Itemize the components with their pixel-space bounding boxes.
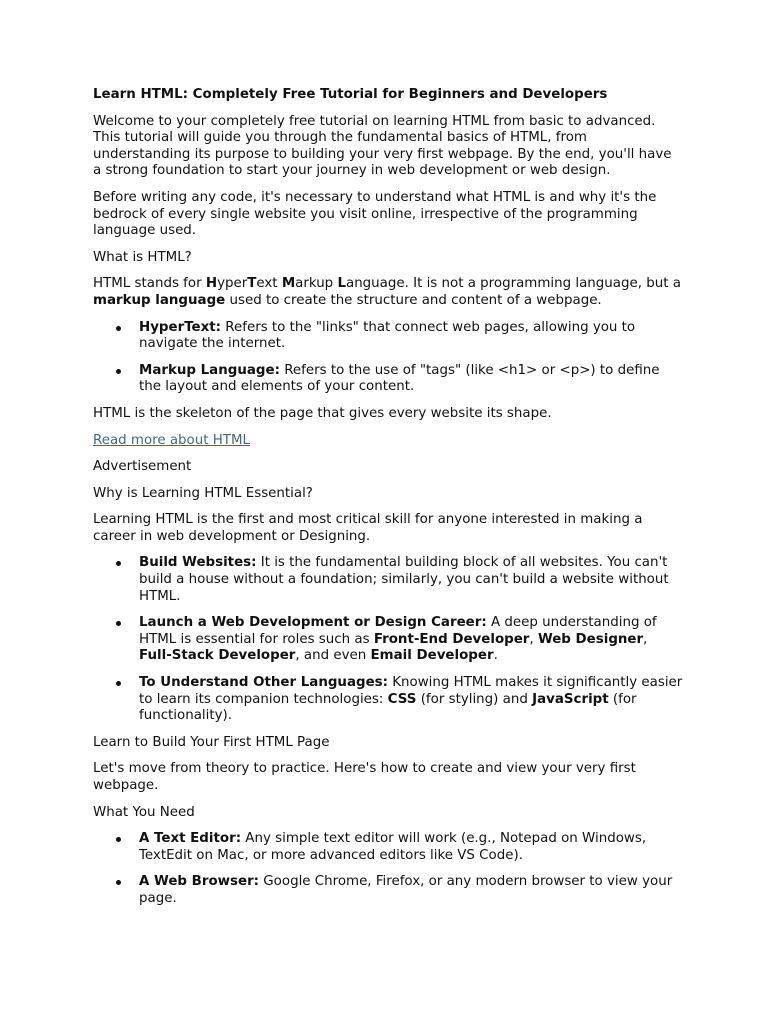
letter-h: H [205, 276, 218, 292]
definition-text: Refers to the "links" that connect web pages, allowing you to navigate the internet. [139, 319, 636, 352]
list-item [139, 363, 683, 396]
text-run: (for styling) and [416, 691, 533, 707]
skeleton-paragraph: HTML is the skeleton of the page that gives every website its shape. [93, 405, 552, 421]
letter-l: L [337, 276, 346, 292]
item-term: Launch a Web Development or Design Career: [139, 615, 487, 631]
item-text: Google Chrome, Firefox, or any modern browser to view your page. [139, 874, 673, 906]
page-title: Learn HTML: Completely Free Tutorial for Beginners and Developers [93, 87, 608, 102]
definitions-list [93, 320, 683, 396]
need-list [93, 831, 683, 907]
definition-term: Markup Language: [139, 362, 280, 378]
role-term: Web Designer [537, 631, 644, 647]
need-heading: What You Need [93, 804, 195, 820]
letter-m: M [281, 276, 296, 292]
definition-term: HyperText: [139, 319, 222, 335]
advertisement-label: Advertisement [93, 459, 192, 475]
text-run: HTML stands for [93, 276, 206, 292]
text-run: , [643, 631, 648, 647]
list-item [139, 320, 683, 353]
item-text: Any simple text editor will work (e.g., Notepad on Windows, TextEdit on Mac, or more advanced editors like VS Code). [139, 831, 647, 863]
text-run: arkup [295, 276, 338, 292]
before-code-paragraph: Before writing any code, it's necessary to understand what HTML is and why it's the bedrock of every single website you visit online, irrespective of the programming language used. [93, 189, 657, 239]
text-run: . It is not a programming language, but a [404, 276, 681, 292]
text-run: ext [256, 276, 282, 292]
tech-term: JavaScript [532, 691, 609, 707]
item-term: Build Websites: [139, 555, 257, 571]
text-run: , and even [295, 648, 371, 664]
text-run: . [493, 648, 498, 664]
text-run: anguage [345, 276, 405, 292]
definition-text: Refers to the use of "tags" (like <h1> or <p>) to define the layout and elements of your content. [139, 362, 660, 395]
why-list [93, 555, 683, 724]
what-is-html-heading: What is HTML? [93, 249, 192, 265]
tech-term: CSS [387, 691, 417, 707]
item-term: A Web Browser: [139, 874, 260, 890]
markup-language-term: markup language [93, 292, 226, 308]
item-text: It is the fundamental building block of all websites. You can't build a house without a foundation; similarly, you can't build a website without HTML. [139, 555, 669, 604]
document-body [93, 87, 683, 918]
role-term: Full-Stack Developer [139, 648, 296, 664]
list-item [139, 555, 683, 605]
role-term: Front-End Developer [373, 631, 530, 647]
text-run: , [529, 631, 538, 647]
item-term: To Understand Other Languages: [139, 675, 388, 691]
item-text: A deep understanding of HTML is essential for roles such as [139, 615, 657, 647]
list-item [139, 615, 683, 665]
why-heading: Why is Learning HTML Essential? [93, 485, 313, 501]
letter-t: T [247, 276, 257, 292]
read-more-paragraph [93, 433, 683, 450]
role-term: Email Developer [370, 648, 494, 664]
intro-paragraph: Welcome to your completely free tutorial on learning HTML from basic to advanced. This tutorial will guide you through the fundamental basics of HTML, from understanding its purpose to building your very first webpage. By the end, you'll have a strong foundation to start your journey in web development or web design. [93, 113, 672, 179]
list-item [139, 831, 683, 864]
read-more-link[interactable]: Read more about HTML [93, 432, 250, 448]
list-item [139, 675, 683, 725]
text-run: (for functionality). [139, 691, 637, 724]
stands-for-paragraph [93, 276, 683, 309]
text-run: yper [217, 276, 248, 292]
build-heading: Learn to Build Your First HTML Page [93, 734, 330, 750]
why-intro-paragraph: Learning HTML is the first and most critical skill for anyone interested in making a career in web development or Designing. [93, 512, 643, 544]
item-text: Knowing HTML makes it significantly easier to learn its companion technologies: [139, 675, 683, 707]
text-run: used to create the structure and content of a webpage. [225, 292, 602, 308]
build-intro-paragraph: Let's move from theory to practice. Here's how to create and view your very first webpage. [93, 761, 636, 793]
list-item [139, 874, 683, 907]
item-term: A Text Editor: [139, 831, 242, 847]
